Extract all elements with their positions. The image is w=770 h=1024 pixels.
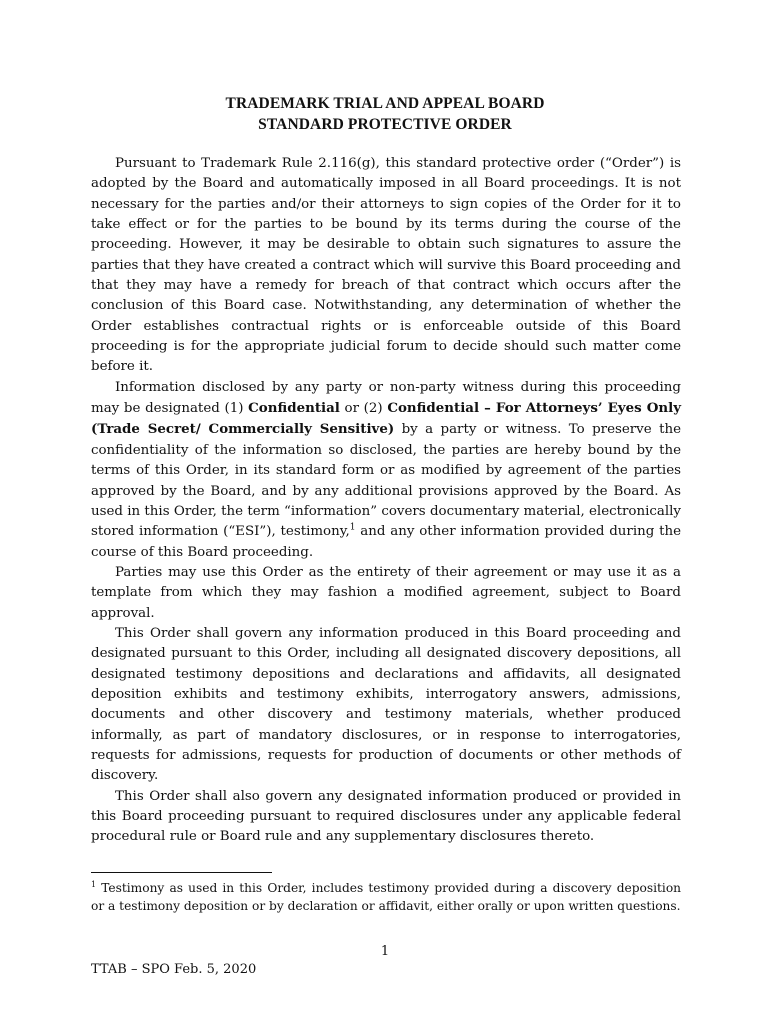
page-number: 1 [380, 944, 390, 959]
footer-document-id: TTAB – SPO Feb. 5, 2020 [91, 962, 257, 977]
designation-confidential: Confidential [248, 400, 340, 417]
paragraph-5: This Order shall also govern any designated information produced or provided in this Board proceeding pursuant to required disclosures under any applicable federal procedural rule or Board rule and any supplementary disclosures thereto. [91, 788, 681, 845]
paragraph-2-text-a: Information disclosed by any party or non-party witness during this proceeding may be designated (1) [91, 379, 681, 417]
paragraph-1: Pursuant to Trademark Rule 2.116(g), this standard protective order (“Order”) is adopted by the Board and automatically imposed in all Board proceedings. It is not necessary for the parties and/or their attorneys to sign copies of the Order for it to take effect or for the parties to be bound by its terms during the course of the proceeding. However, it may be desirable to obtain such signatures to assure the parties that they have created a contract which will survive this Board proceeding and that they may have a remedy for breach of that contract which occurs after the conclusion of this Board case. Notwithstanding, any determination of whether the Order establishes contractual rights or is enforceable outside of this Board proceeding is for the appropriate judicial forum to decide should such matter come before it. [91, 156, 681, 375]
paragraph-2-text-f: and any other information provided during the course of this Board proceeding. [91, 524, 681, 560]
designation-attorneys-eyes-only: Confidential – For Attorneys’ Eyes Only (Trade Secret/ Commercially Sensitive) [91, 400, 681, 438]
paragraph-4: This Order shall govern any information produced in this Board proceeding and designated pursuant to this Order, including all designated discovery depositions, all designated testimony depositions and declarations and affidavits, all designated deposition exhibits and testimony exhibits, interrogatory answers, admissions, documents and other discovery and testimony materials, whether produced informally, as part of mandatory disclosures, or in response to interrogatories, requests for admissions, requests for production of documents or other methods of discovery. [91, 625, 681, 784]
document-title-line-1: TRADEMARK TRIAL AND APPEAL BOARD [225, 95, 545, 112]
paragraph-2-text-c: or (2) [339, 401, 388, 417]
document-title-line-2: STANDARD PROTECTIVE ORDER [258, 116, 512, 133]
paragraph-2 [91, 378, 681, 563]
footnote-reference: 1 [349, 522, 356, 533]
footnote [91, 880, 681, 915]
paragraph-3: Parties may use this Order as the entirety of their agreement or may use it as a template from which they may fashion a modified agreement, subject to Board approval. [91, 564, 681, 621]
document-body [91, 154, 681, 848]
footnote-text: Testimony as used in this Order, includes testimony provided during a discovery deposition or a testimony deposition or by declaration or affidavit, either orally or upon written questions. [91, 881, 681, 913]
paragraph-2-text-e: by a party or witness. To preserve the confidentiality of the information so disclosed, the parties are hereby bound by the terms of this Order, in its standard form or as modified by agreement of the parties approved by the Board, and by any additional provisions approved by the Board. As used in this Order, the term “information” covers documentary material, electronically stored information (“ESI”), testimony, [91, 422, 682, 540]
footnote-number: 1 [91, 879, 97, 889]
footnote-divider [91, 872, 272, 873]
